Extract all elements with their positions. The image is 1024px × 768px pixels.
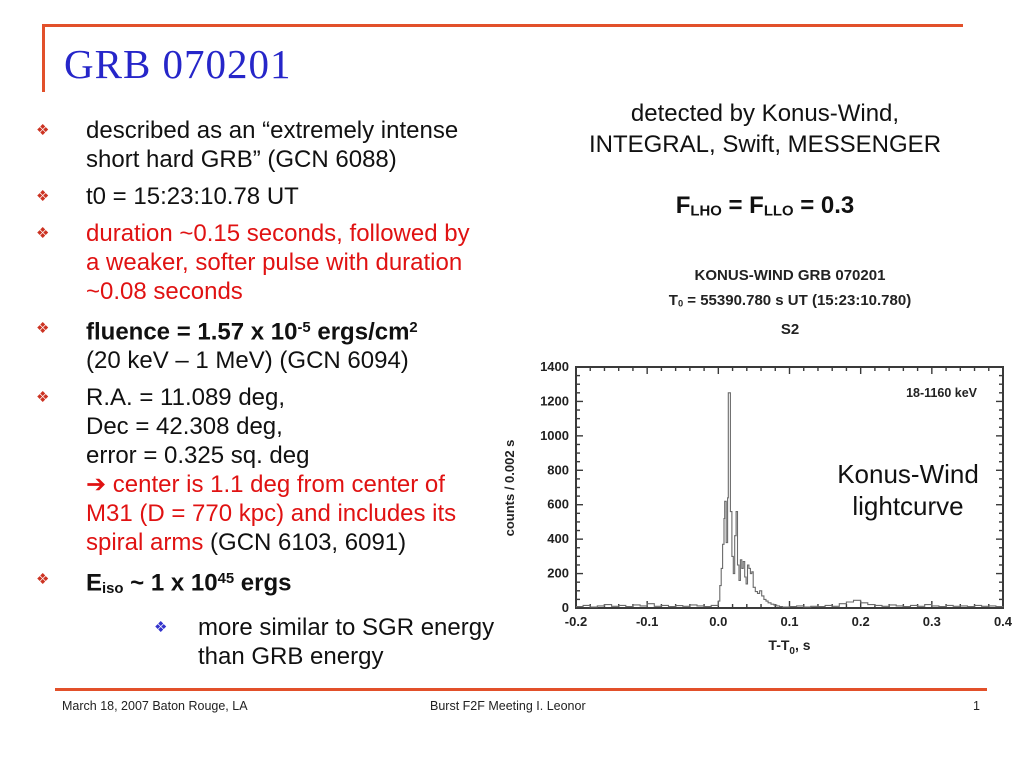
text-segment: described as an “extremely intense: [86, 117, 459, 144]
energy-range-annotation: 18-1160 keV: [906, 386, 977, 400]
footer-page-number: 1: [973, 699, 980, 713]
y-tick-label: 200: [547, 565, 569, 581]
page-title: GRB 070201: [64, 41, 292, 87]
x-tick-label: 0.2: [851, 614, 870, 629]
bullet-text: [86, 314, 510, 375]
bullet-diamond-icon: ❖: [154, 618, 168, 636]
text-segment: 2: [409, 320, 418, 336]
footer-date-location: March 18, 2007 Baton Rouge, LA: [62, 699, 248, 713]
text-segment: 45: [217, 571, 235, 588]
bullet-item: [30, 565, 510, 604]
text-segment: t0 = 15:23:10.78 UT: [86, 183, 299, 210]
bullet-text: [86, 182, 510, 211]
bullet-text: [86, 219, 510, 306]
text-segment: (20 keV – 1 MeV) (GCN 6094): [86, 347, 409, 375]
text-segment: = 0.3: [793, 192, 855, 219]
bullet-item: [30, 116, 510, 174]
text-segment: LLO: [763, 203, 794, 220]
text-segment: a weaker, softer pulse with duration: [86, 249, 463, 276]
bullet-text: [86, 383, 510, 557]
bullet-list: [30, 116, 510, 679]
y-tick-label: 600: [547, 496, 569, 512]
text-segment: F: [675, 192, 691, 219]
duty-factor-equation: [515, 192, 1015, 220]
text-segment: ~0.08 seconds: [86, 278, 243, 305]
text-segment: spiral arms: [86, 529, 211, 557]
text-segment: ergs/cm: [310, 318, 410, 346]
text-segment: M31 (D = 770 kpc) and includes its: [86, 500, 457, 528]
x-tick-label: -0.2: [564, 614, 588, 629]
text-segment: = F: [721, 192, 764, 219]
x-tick-label: 0.4: [993, 614, 1013, 629]
x-axis-label-segment: T-T: [768, 637, 790, 653]
bullet-diamond-icon: ❖: [36, 188, 50, 205]
y-tick-label: 800: [547, 462, 569, 478]
chart-title: KONUS-WIND GRB 070201: [694, 267, 886, 284]
title-accent-horizontal-line: [42, 24, 963, 27]
bullet-diamond-icon: ❖: [36, 320, 50, 337]
bullet-item: [30, 182, 510, 211]
detected-by-text: [515, 98, 1015, 160]
bullet-text: [86, 565, 510, 604]
bullet-text: [198, 613, 510, 671]
y-axis-label: counts / 0.002 s: [502, 439, 517, 537]
text-segment: fluence = 1.57 x 10: [86, 318, 298, 346]
detected-by-line1: detected by Konus-Wind,: [630, 100, 900, 127]
text-segment: duration ~0.15 seconds, followed by: [86, 220, 470, 247]
text-segment: more similar to SGR energy: [198, 613, 495, 641]
text-segment: short hard GRB” (GCN 6088): [86, 146, 397, 173]
detected-by-line2: INTEGRAL, Swift, MESSENGER: [588, 131, 942, 158]
x-axis-label-segment: , s: [794, 637, 811, 653]
bullet-diamond-icon: ❖: [36, 389, 50, 407]
x-axis-label-segment: 0: [789, 646, 795, 657]
y-tick-label: 1000: [540, 427, 569, 443]
x-axis-label: [768, 637, 810, 657]
y-tick-label: 0: [561, 600, 569, 615]
text-segment: (GCN 6103, 6091): [210, 529, 407, 557]
chart-detector-label: S2: [780, 320, 800, 338]
bullet-diamond-icon: ❖: [36, 225, 50, 242]
bullet-item: [148, 613, 510, 671]
footer-meeting-author: Burst F2F Meeting I. Leonor: [430, 699, 586, 713]
text-segment: LHO: [690, 203, 722, 220]
bullet-diamond-icon: ❖: [36, 571, 50, 589]
text-segment: T: [668, 292, 678, 309]
text-segment: ~ 1 x 10: [123, 569, 218, 597]
chart-subtitle: [556, 288, 1024, 317]
bullet-item: [30, 314, 510, 375]
text-segment: iso: [102, 581, 124, 598]
title-accent-vertical-line: [42, 24, 45, 92]
text-segment: R.A. = 11.089 deg,: [86, 384, 286, 412]
text-segment: 0: [677, 298, 684, 309]
lightcurve-overlay-label: [818, 458, 998, 522]
y-tick-label: 400: [547, 531, 569, 547]
x-tick-label: -0.1: [635, 614, 659, 629]
text-segment: Dec = 42.308 deg,: [86, 413, 283, 441]
text-segment: E: [86, 569, 103, 597]
bullet-item: [30, 219, 510, 306]
bullet-item: [30, 383, 510, 557]
x-tick-label: 0.0: [709, 614, 728, 629]
text-segment: error = 0.325 sq. deg: [86, 442, 310, 470]
footer-divider-line: [55, 688, 987, 691]
text-segment: ergs: [234, 569, 292, 597]
text-segment: ➔ center is 1.1 deg from center of: [86, 471, 445, 499]
bullet-diamond-icon: ❖: [36, 122, 50, 139]
y-tick-label: 1400: [540, 359, 569, 374]
bullet-text: [86, 116, 510, 174]
y-tick-label: 1200: [540, 393, 569, 409]
text-segment: than GRB energy: [198, 642, 384, 670]
text-segment: = 55390.780 s UT (15:23:10.780): [683, 292, 912, 309]
text-segment: -5: [297, 320, 311, 336]
lightcurve-overlay-line1: Konus-Wind: [837, 459, 979, 489]
lightcurve-overlay-line2: lightcurve: [852, 491, 964, 521]
chart-header: [556, 263, 1024, 342]
x-tick-label: 0.3: [922, 614, 941, 629]
x-tick-label: 0.1: [780, 614, 799, 629]
